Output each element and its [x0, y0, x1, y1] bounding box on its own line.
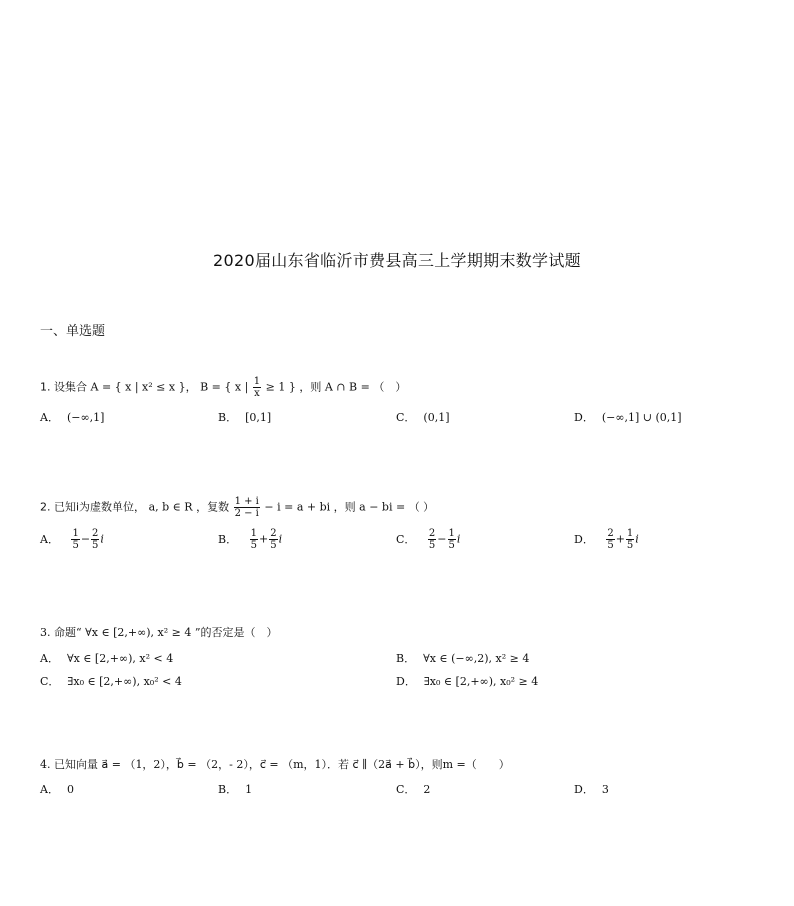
question-2 — [40, 496, 434, 519]
question-4: 4. 已知向量 a⃗ = （1，2），b⃗ = （2，- 2），c⃗ = （m，1）．若 c⃗ ∥（2a⃗ + b⃗），则m =（ ） — [40, 758, 510, 771]
question-1-set-a: A = { x | x² ≤ x } — [90, 380, 186, 394]
question-2-ab: a, b ∈ R — [148, 500, 193, 514]
question-1-set-b-end: ≥ 1 } — [265, 380, 296, 394]
question-1-fraction-numerator: 1 — [253, 376, 261, 387]
question-2-prefix: 2. 已知i为虚数单位， — [40, 500, 146, 514]
question-1-option-b: B． [0,1] — [218, 411, 272, 424]
question-3-option-b: B． ∀x ∈ (−∞,2), x² ≥ 4 — [396, 652, 530, 665]
question-1-separator: ， — [185, 380, 197, 394]
question-2-expression: − i = a + bi — [264, 500, 331, 514]
question-1-suffix: ，则 A ∩ B = （ ） — [299, 380, 407, 394]
question-4-option-a: A． 0 — [40, 783, 74, 796]
question-1-option-a: A． (−∞,1] — [40, 411, 105, 424]
question-3: 3. 命题“ ∀x ∈ [2,+∞), x² ≥ 4 ”的否定是（ ） — [40, 626, 278, 639]
question-2-fraction-denominator: 2 − i — [234, 508, 259, 519]
question-2-fraction-numerator: 1 + i — [234, 496, 259, 507]
question-2-mid: ，复数 — [196, 500, 230, 514]
question-4-option-b: B． 1 — [218, 783, 253, 796]
question-4-option-d: D． 3 — [574, 783, 609, 796]
section-heading: 一、单选题 — [40, 324, 106, 339]
question-1-prefix: 1. 设集合 — [40, 380, 87, 394]
question-1 — [40, 376, 406, 399]
question-3-option-c: C． ∃x₀ ∈ [2,+∞), x₀² < 4 — [40, 675, 182, 688]
question-2-suffix: ，则 a − bi = （ ） — [333, 500, 435, 514]
question-2-option-a: A． $\frac{1}{5}$ − $\frac{2}{5}$ i — [40, 528, 104, 551]
question-1-fraction — [253, 376, 261, 399]
question-1-option-d: D． (−∞,1] ∪ (0,1] — [574, 411, 682, 424]
question-1-fraction-denominator: x — [254, 388, 260, 399]
question-2-option-b: B． $\frac{1}{5}$ + $\frac{2}{5}$ i — [218, 528, 283, 551]
question-2-option-d: D． $\frac{2}{5}$ + $\frac{1}{5}$ i — [574, 528, 639, 551]
question-3-option-d: D． ∃x₀ ∈ [2,+∞), x₀² ≥ 4 — [396, 675, 539, 688]
question-1-set-b-start: B = { x | — [200, 380, 249, 394]
question-2-option-c: C． $\frac{2}{5}$ − $\frac{1}{5}$ i — [396, 528, 461, 551]
question-4-option-c: C． 2 — [396, 783, 431, 796]
document-title: 2020届山东省临沂市费县高三上学期期末数学试题 — [213, 251, 581, 270]
question-1-option-c: C． (0,1] — [396, 411, 450, 424]
question-2-fraction — [234, 496, 260, 519]
question-3-option-a: A． ∀x ∈ [2,+∞), x² < 4 — [40, 652, 174, 665]
